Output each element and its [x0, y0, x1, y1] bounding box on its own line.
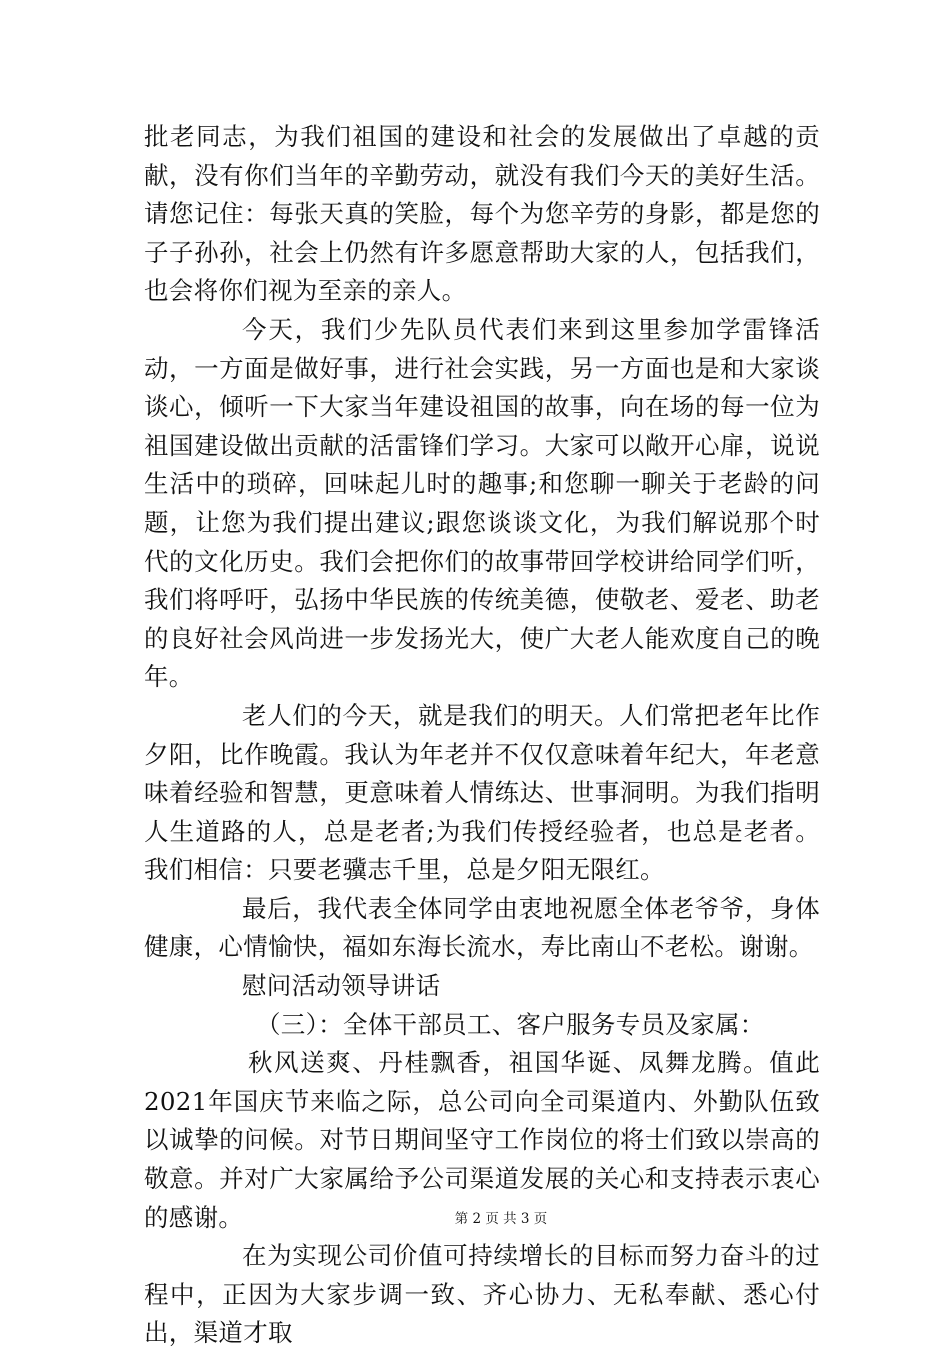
page-number-footer: 第 2 页 共 3 页: [454, 1211, 548, 1227]
paragraph: 老人们的今天，就是我们的明天。人们常把老年比作夕阳，比作晚霞。我认为年老并不仅仅意味着年纪大，年老意味着经验和智慧，更意味着人情练达、世事洞明。为我们指明人生道路的人，总是老者;为我们传授经验者，也总是老者。我们相信：只要老骥志千里，总是夕阳无限红。: [144, 700, 820, 885]
paragraph: 秋风送爽、丹桂飘香，祖国华诞、凤舞龙腾。值此2021年国庆节来临之际，总公司向全司渠道内、外勤队伍致以诚挚的问候。对节日期间坚守工作岗位的将士们致以崇高的敬意。并对广大家属给予公司渠道发展的关心和支持表示衷心的感谢。: [144, 1048, 820, 1232]
paragraph: 最后，我代表全体同学由衷地祝愿全体老爷爷，身体健康，心情愉快，福如东海长流水，寿比南山不老松。谢谢。: [144, 893, 820, 962]
section-title: 慰问活动领导讲话: [242, 971, 441, 1001]
paragraph: 在为实现公司价值可持续增长的目标而努力奋斗的过程中，正因为大家步调一致、齐心协力、无私奉献、悉心付出，渠道才取: [144, 1241, 820, 1348]
document-body: [144, 118, 820, 1353]
paragraph: 今天，我们少先队员代表们来到这里参加学雷锋活动，一方面是做好事，进行社会实践，另一方面也是和大家谈谈心，倾听一下大家当年建设祖国的故事，向在场的每一位为祖国建设做出贡献的活雷锋们学习。大家可以敞开心扉，说说生活中的琐碎，回味起儿时的趣事;和您聊一聊关于老龄的问题，让您为我们提出建议;跟您谈谈文化，为我们解说那个时代的文化历史。我们会把你们的故事带回学校讲给同学们听，我们将呼吁，弘扬中华民族的传统美德，使敬老、爱老、助老的良好社会风尚进一步发扬光大，使广大老人能欢度自己的晚年。: [144, 314, 820, 692]
salutation: （三）：全体干部员工、客户服务专员及家属：: [256, 1009, 765, 1039]
paragraph: 批老同志，为我们祖国的建设和社会的发展做出了卓越的贡献，没有你们当年的辛勤劳动，就没有我们今天的美好生活。请您记住：每张天真的笑脸，每个为您辛劳的身影，都是您的子子孙孙，社会上仍然有许多愿意帮助大家的人，包括我们，也会将你们视为至亲的亲人。: [144, 122, 820, 306]
